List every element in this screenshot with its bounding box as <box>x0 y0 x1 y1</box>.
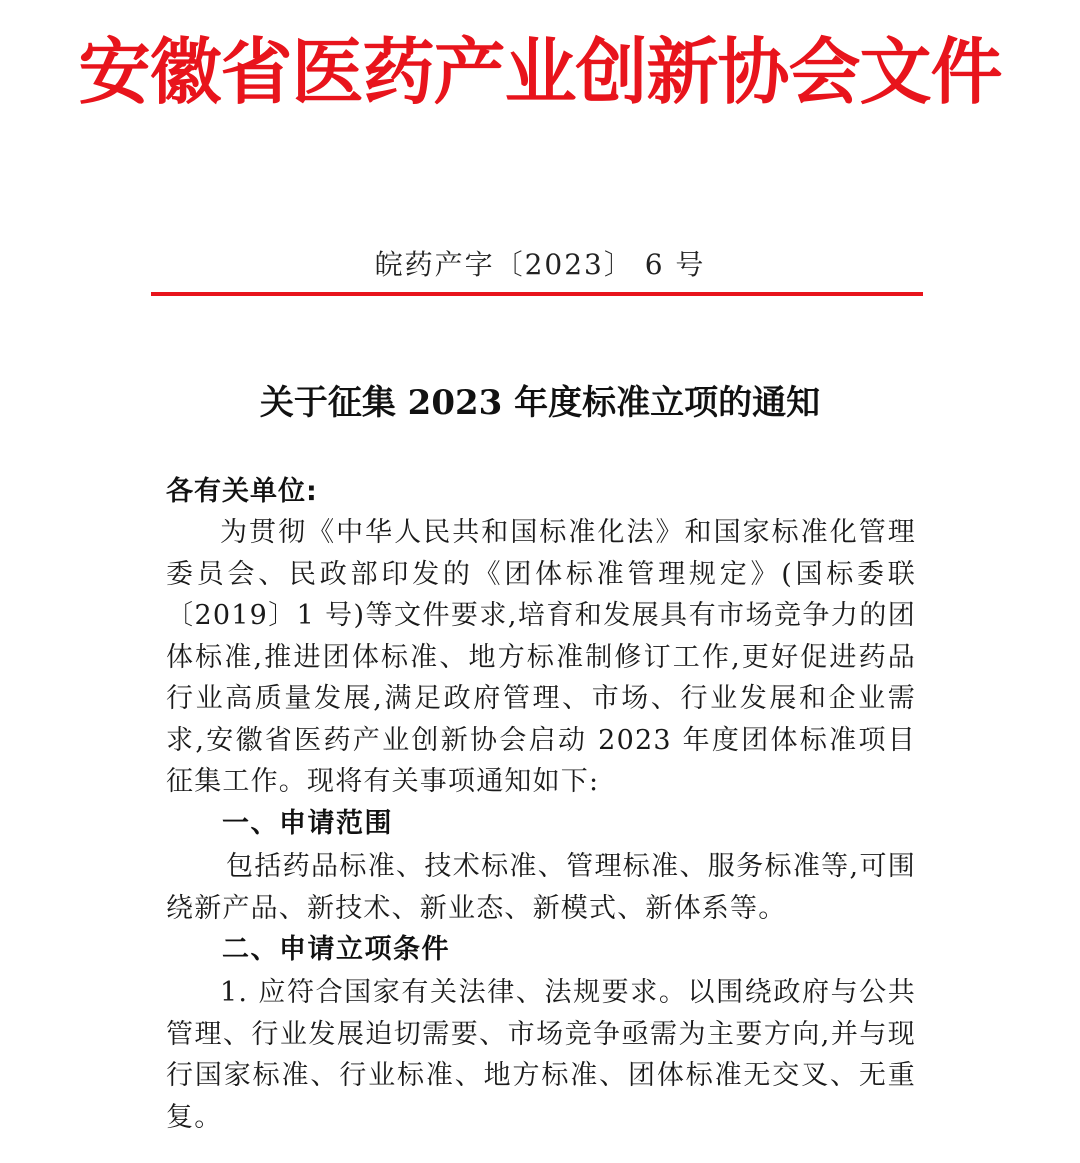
section-heading-scope: 一、申请范围 <box>222 808 393 839</box>
document-number: 皖药产字〔2023〕 6 号 <box>374 248 706 281</box>
intro-paragraph: 为贯彻《中华人民共和国标准化法》和国家标准化管理委员会、民政部印发的《团体标准管理规定》(国标委联〔2019〕1 号)等文件要求,培育和发展具有市场竞争力的团体标准,推进团体标准、地方标准制修订工作,更好促进药品行业高质量发展,满足政府管理、市场、行业发展和企业需求,安徽省医药产业创新协会启动 2023 年度团体标准项目征集工作。现将有关事项通知如下: <box>166 517 916 797</box>
salutation: 各有关单位: <box>166 476 318 507</box>
notice-title: 关于征集 2023 年度标准立项的通知 <box>259 383 821 423</box>
document-header-title: 安徽省医药产业创新协会文件 <box>78 30 1002 114</box>
section-heading-conditions: 二、申请立项条件 <box>222 934 450 965</box>
section-scope-text: 包括药品标准、技术标准、管理标准、服务标准等,可围绕新产品、新技术、新业态、新模式、新体系等。 <box>166 851 916 924</box>
header-red-divider <box>151 292 923 296</box>
section-conditions-item-1: 1. 应符合国家有关法律、法规要求。以围绕政府与公共管理、行业发展迫切需要、市场竞争亟需为主要方向,并与现行国家标准、行业标准、地方标准、团体标准无交叉、无重复。 <box>166 977 916 1133</box>
